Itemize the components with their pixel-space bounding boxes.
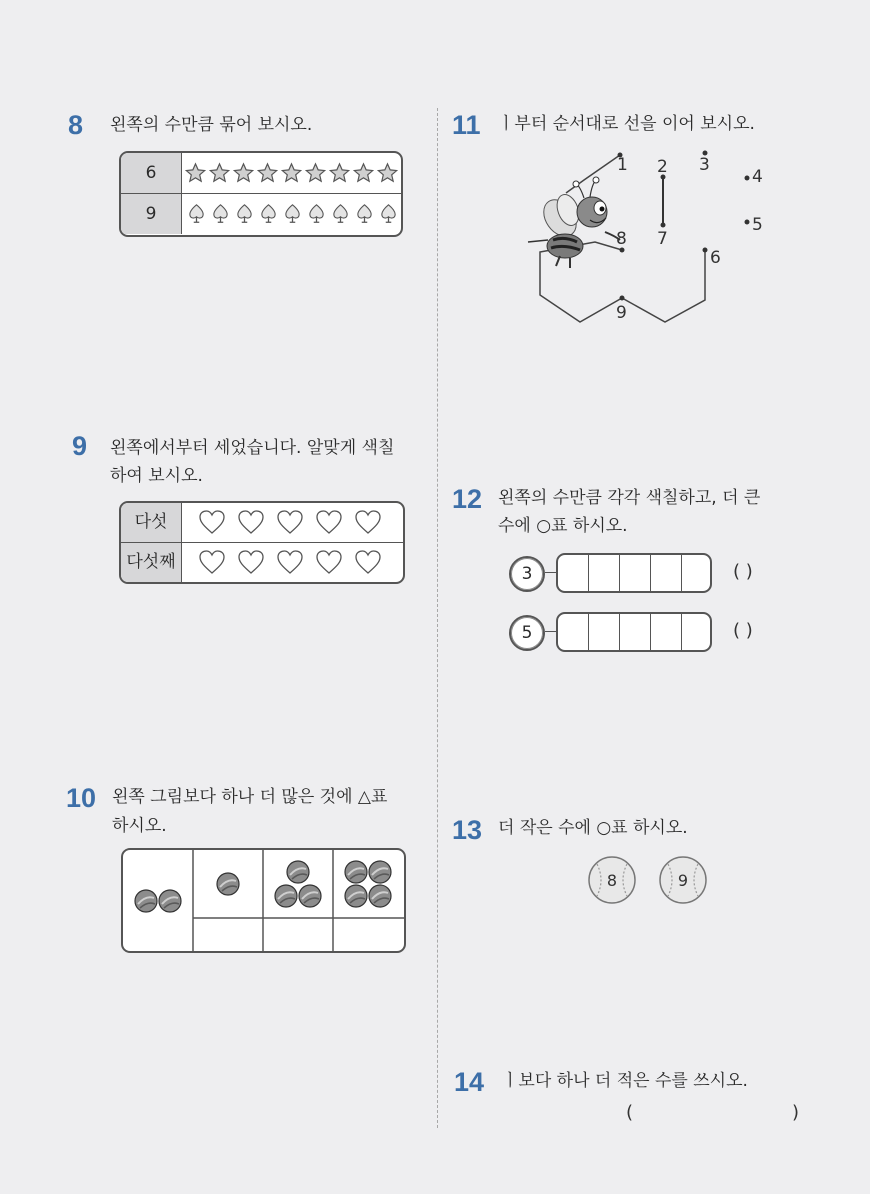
question-10-text-line1: 왼쪽 그림보다 하나 더 많은 것에 △표 [112,787,388,807]
acorn-icon [283,203,302,225]
question-11-number: 11 [452,110,481,140]
table-row [121,194,401,234]
heart-icon[interactable] [277,550,303,575]
heart-icon[interactable] [238,550,264,575]
color-box[interactable] [589,555,620,591]
acorn-icon [187,203,206,225]
question-12-text-line1: 왼쪽의 수만큼 각각 색칠하고, 더 큰 [498,488,761,508]
table-row [121,543,403,582]
dot-label: 9 [616,303,627,323]
marble-group-given [123,850,193,951]
star-icon [256,162,279,184]
baseball-icon[interactable] [587,855,637,905]
heart-icon[interactable] [316,550,342,575]
row-label: 다섯째 [121,543,182,582]
row-label: 다섯 [121,503,182,542]
question-13-number: 13 [452,815,483,845]
marble-group-option [193,850,263,918]
number-circle [509,615,545,651]
acorn-icon [235,203,254,225]
star-icons[interactable] [184,153,399,193]
dot-label: 8 [616,229,627,249]
answer-parentheses[interactable]: ( ) [733,620,753,641]
row-label: 6 [121,153,182,193]
star-icon [280,162,303,184]
acorn-icons[interactable] [187,194,398,234]
dot-to-dot-puzzle[interactable] [520,140,780,330]
heart-icon[interactable] [238,510,264,535]
star-icon [376,162,399,184]
heart-icon[interactable] [355,550,381,575]
acorn-icon [259,203,278,225]
marble-group-svg [193,850,263,918]
star-icon [208,162,231,184]
marble-icon [275,885,297,907]
marble-group-svg [263,850,333,918]
acorn-icon [307,203,326,225]
dot-label: 3 [699,155,710,175]
question-10-table [121,848,406,953]
dot-label: 4 [752,167,763,187]
question-10-number: 10 [66,783,97,813]
marble-group-option [263,850,333,918]
answer-cell[interactable] [193,919,263,951]
dot-label: 2 [657,157,668,177]
color-box[interactable] [651,614,682,650]
heart-icon[interactable] [355,510,381,535]
heart-row [199,550,381,575]
number-label: 5 [511,617,543,649]
marble-icon [217,873,239,895]
question-9-number: 9 [72,431,88,461]
marble-icon [369,861,391,883]
color-boxes[interactable] [556,612,712,652]
question-9-table [119,501,405,584]
ball-number: 8 [606,871,618,890]
question-8-table [119,151,403,237]
marble-group-svg [333,850,403,918]
number-circle [509,556,545,592]
answer-paren-open[interactable]: ( [626,1102,634,1123]
question-14-number: 14 [454,1067,485,1097]
dot-label: 1 [617,155,628,175]
color-box[interactable] [558,614,589,650]
answer-cell[interactable] [263,919,333,951]
column-divider [437,108,438,1128]
marble-icon [135,890,157,912]
heart-row [199,510,381,535]
color-box[interactable] [651,555,682,591]
ball-number: 9 [677,871,689,890]
question-11-text: ㅣ부터 순서대로 선을 이어 보시오. [498,114,755,134]
baseball-icon[interactable] [658,855,708,905]
acorn-icon [331,203,350,225]
star-icon [232,162,255,184]
question-12-text-line2: 수에 ○표 하시오. [498,516,628,536]
answer-paren-close[interactable]: ) [792,1102,800,1123]
question-9-text-line2: 하여 보시오. [110,466,203,486]
heart-icon[interactable] [199,510,225,535]
marble-icon [299,885,321,907]
dots [618,151,750,301]
marble-icon [345,861,367,883]
color-box[interactable] [589,614,620,650]
row-label: 9 [121,194,182,234]
heart-icon[interactable] [277,510,303,535]
heart-icon[interactable] [199,550,225,575]
heart-icon[interactable] [316,510,342,535]
color-box[interactable] [558,555,589,591]
table-row [121,503,403,543]
marble-icon [159,890,181,912]
marble-icon [369,885,391,907]
color-box[interactable] [620,614,651,650]
color-box[interactable] [620,555,651,591]
marble-group-svg [123,850,193,951]
marble-icon [287,861,309,883]
dot-label: 7 [657,229,668,249]
question-14-text: ㅣ보다 하나 더 적은 수를 쓰시오. [502,1071,748,1091]
acorn-icon [379,203,398,225]
marble-icon [345,885,367,907]
answer-parentheses[interactable]: ( ) [733,561,753,582]
question-12-number: 12 [452,484,483,514]
star-icon [184,162,207,184]
acorn-icon [355,203,374,225]
dot-label: 6 [710,248,721,268]
question-8-number: 8 [68,110,84,140]
star-icon [352,162,375,184]
color-boxes[interactable] [556,553,712,593]
marble-group-option [333,850,404,918]
number-label: 3 [511,558,543,590]
answer-cell[interactable] [333,919,404,951]
dot-labels [616,155,763,323]
bee-icon [528,177,620,268]
star-icon [304,162,327,184]
acorn-icon [211,203,230,225]
question-13-text: 더 작은 수에 ○표 하시오. [498,818,688,838]
table-row [121,153,401,194]
dot-label: 5 [752,215,763,235]
question-10-text-line2: 하시오. [112,816,167,836]
question-9-text-line1: 왼쪽에서부터 세었습니다. 알맞게 색칠 [110,438,395,458]
star-icon [328,162,351,184]
question-8-text: 왼쪽의 수만큼 묶어 보시오. [110,115,313,135]
